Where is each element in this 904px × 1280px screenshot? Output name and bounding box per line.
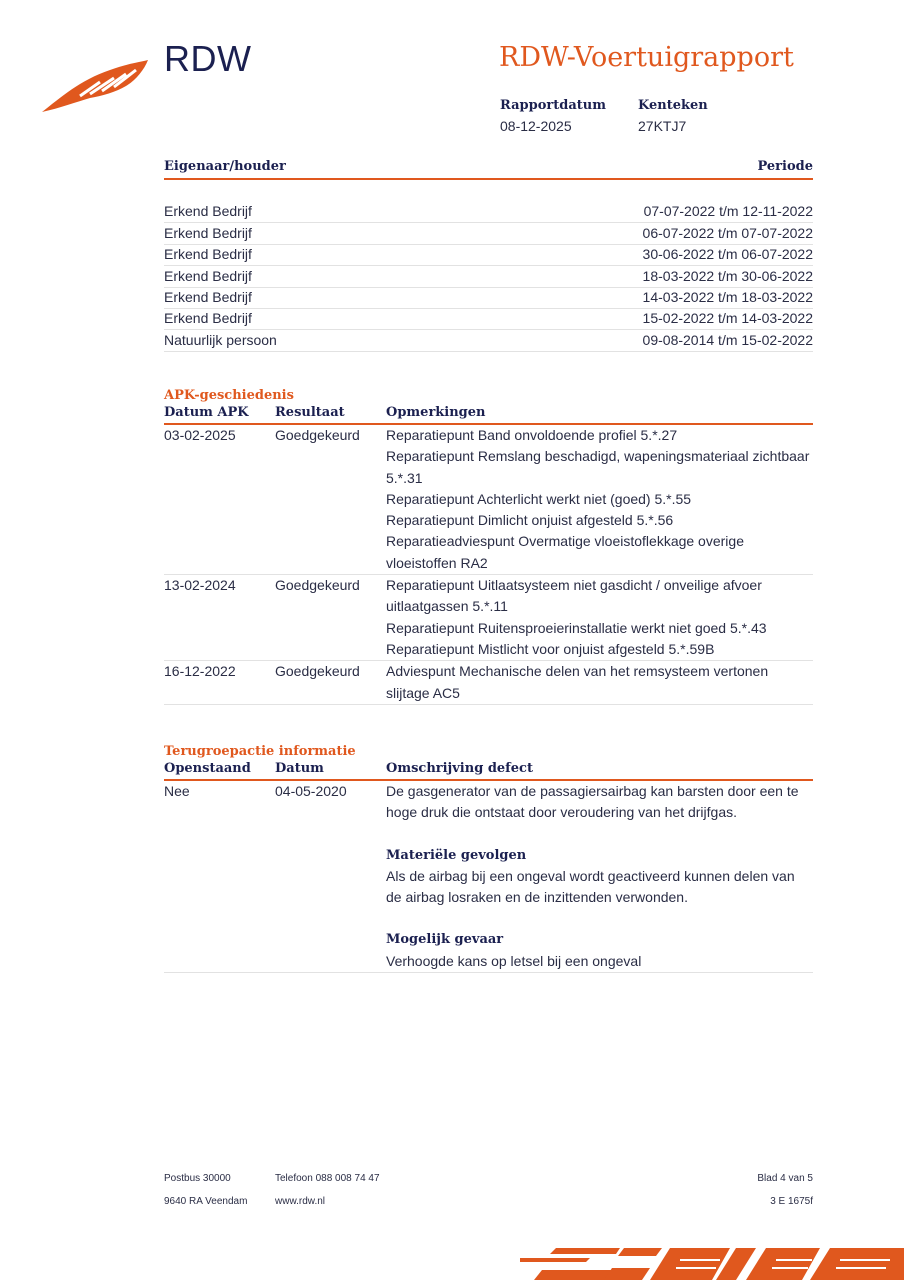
- footer-phone: Telefoon 088 008 74 47: [275, 1173, 380, 1184]
- apk-result-cell: Goedgekeurd: [275, 427, 360, 443]
- table-row: [164, 245, 813, 266]
- table-row: [164, 202, 813, 223]
- table-row: [164, 330, 813, 351]
- plate-value: 27KTJ7: [638, 118, 687, 134]
- plate-block: [638, 98, 708, 134]
- feather-icon: [40, 58, 150, 116]
- report-date-block: [500, 98, 606, 134]
- apk-remarks-column-header: Opmerkingen: [386, 405, 486, 420]
- owner-cell: Erkend Bedrijf: [164, 246, 252, 263]
- danger-text: Verhoogde kans op letsel bij een ongeval: [386, 952, 642, 969]
- remark-line: Reparatiepunt Achterlicht werkt niet (goed) 5.*.55: [386, 490, 692, 507]
- period-cell: 07-07-2022 t/m 12-11-2022: [643, 203, 813, 220]
- remark-line: Reparatiepunt Ruitensproeierinstallatie werkt niet goed 5.*.43: [386, 619, 767, 636]
- consequences-label: Materiële gevolgen: [386, 847, 527, 863]
- recall-description-cell: [386, 781, 813, 972]
- remark-line: Reparatiepunt Band onvoldoende profiel 5.*.27: [386, 427, 678, 443]
- footer-address-line2: 9640 RA Veendam: [164, 1196, 248, 1207]
- consequences-text: Als de airbag bij een ongeval wordt geactiveerd kunnen delen van de airbag losraken en de inzittenden verwonden.: [386, 867, 795, 906]
- table-row: [164, 575, 813, 661]
- apk-date-cell: 03-02-2025: [164, 427, 236, 443]
- remark-line: Reparatiepunt Remslang beschadigd, wapeningsmateriaal zichtbaar 5.*.31: [386, 448, 810, 486]
- period-cell: 30-06-2022 t/m 06-07-2022: [642, 246, 813, 263]
- apk-section-title: APK-geschiedenis: [164, 388, 294, 403]
- owner-table-body: [164, 202, 813, 352]
- apk-history-section: [164, 388, 813, 705]
- report-title: RDW-Voertuigrapport: [499, 42, 794, 73]
- recall-open-column-header: Openstaand: [164, 761, 251, 776]
- owner-column-header: Eigenaar/houder: [164, 159, 286, 174]
- period-cell: 18-03-2022 t/m 30-06-2022: [642, 267, 813, 284]
- remark-line: Reparatiepunt Dimlicht onjuist afgesteld 5.*.56: [386, 512, 674, 529]
- owner-cell: Erkend Bedrijf: [164, 267, 252, 284]
- footer-code: 3 E 1675f: [770, 1196, 813, 1207]
- owner-cell: Erkend Bedrijf: [164, 224, 252, 241]
- owner-cell: Erkend Bedrijf: [164, 288, 252, 305]
- recall-section: [164, 744, 813, 973]
- table-row: [164, 288, 813, 309]
- owner-cell: Natuurlijk persoon: [164, 331, 277, 348]
- recall-date-column-header: Datum: [275, 761, 324, 776]
- apk-remarks-cell: [386, 661, 813, 704]
- report-date-label: Rapportdatum: [500, 98, 606, 113]
- apk-date-column-header: Datum APK: [164, 405, 249, 420]
- owner-cell: Erkend Bedrijf: [164, 310, 252, 327]
- owner-history-section: [164, 158, 813, 352]
- apk-remarks-cell: [386, 575, 813, 660]
- recall-description-column-header: Omschrijving defect: [386, 761, 533, 776]
- apk-result-column-header: Resultaat: [275, 405, 345, 420]
- apk-result-cell: Goedgekeurd: [275, 577, 360, 594]
- table-row: [164, 309, 813, 330]
- remark-line: Reparatiepunt Mistlicht voor onjuist afgesteld 5.*.59B: [386, 640, 715, 657]
- owner-table-header: [164, 158, 813, 178]
- recall-date-cell: 04-05-2020: [275, 783, 347, 799]
- apk-date-cell: 16-12-2022: [164, 663, 236, 680]
- footer-website: www.rdw.nl: [275, 1196, 326, 1207]
- table-row: [164, 781, 813, 973]
- period-cell: 14-03-2022 t/m 18-03-2022: [642, 288, 813, 305]
- table-row: [164, 425, 813, 575]
- plate-label: Kenteken: [638, 98, 708, 113]
- recall-section-title: Terugroepactie informatie: [164, 744, 356, 759]
- table-row: [164, 266, 813, 287]
- table-row: [164, 661, 813, 705]
- recall-open-cell: Nee: [164, 783, 190, 799]
- apk-remarks-cell: [386, 425, 813, 574]
- table-row: [164, 223, 813, 244]
- remark-line: Reparatieadviespunt Overmatige vloeistoflekkage overige vloeistoffen RA2: [386, 533, 744, 571]
- decorative-stripes-icon: [520, 1244, 904, 1280]
- period-column-header: Periode: [757, 159, 813, 174]
- recall-table-header: [164, 759, 813, 779]
- owner-cell: Erkend Bedrijf: [164, 203, 252, 220]
- apk-table-header: [164, 403, 813, 423]
- period-cell: 06-07-2022 t/m 07-07-2022: [642, 224, 813, 241]
- remark-line: Reparatiepunt Uitlaatsysteem niet gasdicht / onveilige afvoer uitlaatgassen 5.*.11: [386, 577, 762, 615]
- period-cell: 15-02-2022 t/m 14-03-2022: [642, 310, 813, 327]
- apk-result-cell: Goedgekeurd: [275, 663, 360, 680]
- recall-description: De gasgenerator van de passagiersairbag kan barsten door een te hoge druk die ontstaat door veroudering van het drijfgas.: [386, 783, 799, 821]
- footer-page-number: Blad 4 van 5: [757, 1173, 813, 1184]
- footer-address-line1: Postbus 30000: [164, 1173, 231, 1184]
- report-date-value: 08-12-2025: [500, 118, 572, 134]
- period-cell: 09-08-2014 t/m 15-02-2022: [642, 331, 813, 348]
- danger-label: Mogelijk gevaar: [386, 932, 504, 948]
- remark-line: Adviespunt Mechanische delen van het remsysteem vertonen slijtage AC5: [386, 663, 769, 701]
- apk-date-cell: 13-02-2024: [164, 577, 236, 594]
- brand-name: RDW: [164, 38, 252, 79]
